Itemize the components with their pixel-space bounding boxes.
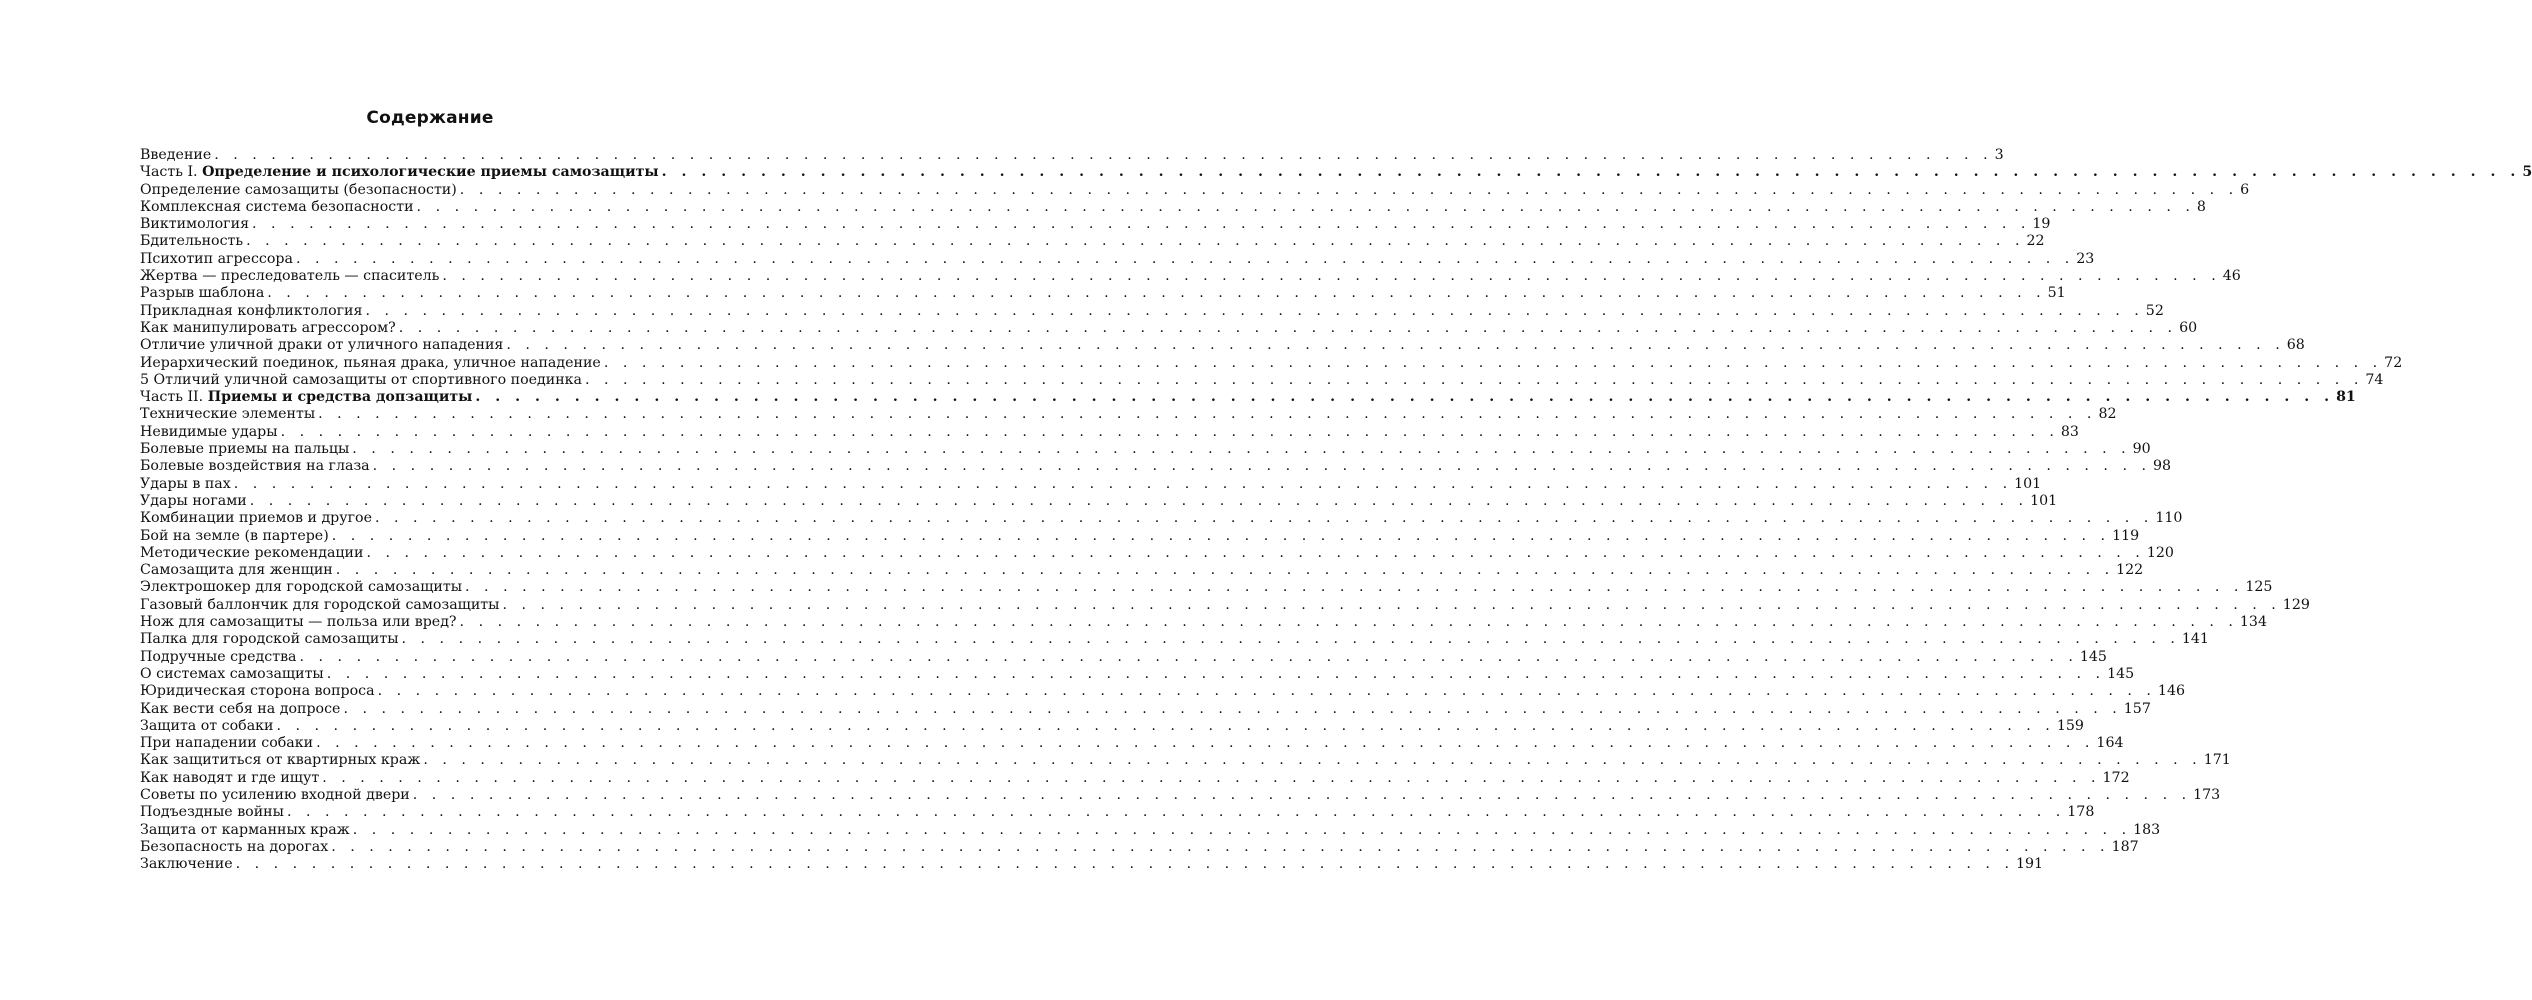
- toc-entry: [140, 423, 2079, 441]
- page-number: 129: [2282, 596, 2310, 613]
- toc-part-entry: [140, 164, 2532, 181]
- dot-leader: [316, 735, 2094, 752]
- page-number: 101: [2014, 475, 2042, 492]
- toc-entry: [140, 441, 2151, 458]
- page-number: 134: [2239, 614, 2267, 631]
- toc-entry: [140, 216, 2051, 233]
- dot-leader: [423, 752, 2201, 769]
- toc-entry: [140, 544, 2174, 562]
- part-title: Приемы и средства допзащиты: [207, 389, 473, 406]
- dot-leader: [214, 147, 1992, 164]
- dot-leader: [336, 562, 2114, 579]
- toc-entry: [140, 821, 2161, 839]
- page-number: 6: [2240, 181, 2250, 198]
- toc-entry: [140, 371, 2384, 389]
- entry-label: Электрошокер для городской самозащиты: [140, 579, 463, 596]
- dot-leader: [236, 856, 2014, 873]
- toc-entry: [140, 198, 2206, 216]
- dot-leader: [402, 631, 2180, 648]
- entry-label: Нож для самозащиты — польза или вред?: [140, 614, 457, 631]
- entry-label: Как защититься от квартирных краж: [140, 752, 421, 769]
- toc-entry: [140, 804, 2095, 821]
- entry-label: Защита от карманных краж: [140, 821, 350, 838]
- toc-entry: [140, 337, 2305, 354]
- toc-entry: [140, 700, 2151, 718]
- dot-leader: [502, 597, 2280, 614]
- entry-label: Заключение: [140, 856, 233, 873]
- dot-leader: [465, 579, 2243, 596]
- page-number: 145: [2079, 648, 2107, 665]
- entry-label: Иерархический поединок, пьяная драка, уличное нападение: [140, 354, 601, 371]
- toc-entry: [140, 475, 2042, 493]
- entry-label: Юридическая сторона вопроса: [140, 683, 375, 700]
- dot-leader: [252, 216, 2030, 233]
- page-number: 122: [2116, 562, 2144, 579]
- page-number: 171: [2203, 752, 2231, 769]
- page-number: 74: [2365, 371, 2384, 388]
- page-number: 72: [2384, 354, 2403, 371]
- dot-leader: [506, 337, 2284, 354]
- dot-leader: [417, 199, 2195, 216]
- entry-label: Болевые воздействия на глаза: [140, 458, 370, 475]
- page-number: 19: [2032, 216, 2051, 233]
- dot-leader: [327, 666, 2105, 683]
- dot-leader: [352, 441, 2130, 458]
- page-number: 98: [2152, 458, 2172, 475]
- dot-leader: [281, 424, 2059, 441]
- toc-entry: [140, 735, 2124, 752]
- entry-label: Советы по усилению входной двери: [140, 786, 410, 803]
- page-number: 83: [2060, 423, 2079, 440]
- entry-label: Как вести себя на допросе: [140, 700, 341, 717]
- page-number: 164: [2096, 735, 2124, 752]
- entry-label: Бдительность: [140, 233, 244, 250]
- entry-label: О системах самозащиты: [140, 665, 324, 682]
- entry-label: Самозащита для женщин: [140, 562, 333, 579]
- entry-label: Безопасность на дорогах: [140, 838, 329, 855]
- entry-label: Удары ногами: [140, 492, 247, 509]
- entry-label: Газовый баллончик для городской самозащиты: [140, 596, 500, 613]
- toc-title: Содержание: [366, 108, 494, 128]
- entry-label: Подъездные войны: [140, 804, 284, 821]
- entry-label: Защита от собаки: [140, 717, 274, 734]
- toc-entry: [140, 752, 2231, 769]
- toc-entry: [140, 717, 2084, 735]
- toc-entry: [140, 492, 2058, 510]
- page-number: 81: [2336, 389, 2356, 406]
- page-number: 68: [2286, 337, 2305, 354]
- entry-label: [140, 164, 662, 181]
- toc-entry: [140, 527, 2140, 545]
- entry-label: Болевые приемы на пальцы: [140, 441, 350, 458]
- entry-label: Прикладная конфликтология: [140, 302, 363, 319]
- entry-label: Разрыв шаблона: [140, 285, 265, 302]
- dot-leader: [442, 268, 2220, 285]
- dot-leader: [365, 303, 2143, 320]
- dot-leader: [300, 649, 2078, 666]
- dot-leader: [475, 389, 2334, 406]
- dot-leader: [318, 406, 2096, 423]
- page-number: 51: [2047, 285, 2066, 302]
- entry-label: Комплексная система безопасности: [140, 198, 414, 215]
- page-number: 3: [1994, 147, 2004, 163]
- toc-entry: [140, 596, 2310, 614]
- dot-leader: [375, 510, 2153, 527]
- page-number: 172: [2102, 769, 2130, 786]
- entry-label: Невидимые удары: [140, 423, 278, 440]
- part-prefix: Часть II.: [140, 389, 208, 406]
- dot-leader: [353, 822, 2131, 839]
- toc-entry: [140, 648, 2107, 666]
- entry-label: При нападении собаки: [140, 735, 314, 752]
- page-number: 173: [2193, 786, 2221, 803]
- entry-label: Удары в пах: [140, 475, 231, 492]
- entry-label: Как наводят и где ищут: [140, 769, 320, 786]
- page-number: 159: [2056, 717, 2084, 734]
- dot-leader: [267, 285, 2045, 302]
- page-number: 178: [2067, 804, 2095, 821]
- toc-entry: [140, 250, 2095, 268]
- toc-entry: [140, 147, 2004, 164]
- toc-entry: [140, 631, 2209, 648]
- dot-leader: [366, 545, 2144, 562]
- dot-leader: [373, 458, 2151, 475]
- toc-entry: [140, 354, 2403, 372]
- toc-entry: [140, 510, 2183, 527]
- entry-label: [140, 389, 475, 406]
- dot-leader: [250, 493, 2028, 510]
- dot-leader: [276, 718, 2054, 735]
- page-number: 119: [2112, 527, 2140, 544]
- toc-entry: [140, 233, 2045, 250]
- entry-label: Технические элементы: [140, 406, 316, 423]
- page-number: 187: [2111, 838, 2139, 855]
- dot-leader: [287, 804, 2065, 821]
- dot-leader: [585, 372, 2363, 389]
- entry-label: Введение: [140, 147, 212, 163]
- page-number: 101: [2030, 492, 2058, 509]
- page-number: 125: [2245, 579, 2273, 596]
- toc-entry: [140, 683, 2186, 700]
- toc-entry: [140, 856, 2044, 873]
- entry-label: Палка для городской самозащиты: [140, 631, 399, 648]
- dot-leader: [343, 701, 2121, 718]
- dot-leader: [296, 251, 2074, 268]
- page-number: 120: [2146, 544, 2174, 561]
- toc-entry: [140, 579, 2273, 596]
- entry-label: Бой на земле (в партере): [140, 527, 329, 544]
- page-number: 157: [2123, 700, 2151, 717]
- entry-label: Подручные средства: [140, 648, 297, 665]
- part-prefix: Часть I.: [140, 164, 203, 181]
- page-number: 82: [2098, 406, 2117, 423]
- page-number: 22: [2026, 233, 2045, 250]
- toc-entry: [140, 268, 2241, 285]
- entry-label: Виктимология: [140, 216, 250, 233]
- dot-leader: [399, 320, 2177, 337]
- toc-entry: [140, 769, 2130, 787]
- entry-label: Комбинации приемов и другое: [140, 510, 372, 527]
- page-number: 191: [2015, 856, 2044, 873]
- entry-label: Определение самозащиты (безопасности): [140, 181, 457, 198]
- entry-label: Жертва — преследователь — спаситель: [140, 268, 440, 285]
- toc-entry: [140, 838, 2139, 856]
- dot-leader: [378, 683, 2156, 700]
- toc-entry: [140, 614, 2267, 631]
- dot-leader: [332, 528, 2110, 545]
- dot-leader: [413, 787, 2191, 804]
- entry-label: 5 Отличий уличной самозащиты от спортивного поединка: [140, 371, 582, 388]
- page-number: 183: [2133, 821, 2161, 838]
- toc-entry: [140, 319, 2198, 337]
- entry-label: Психотип агрессора: [140, 250, 293, 267]
- toc-entry: [140, 302, 2164, 320]
- dot-leader: [331, 839, 2109, 856]
- page-number: 60: [2179, 319, 2198, 336]
- dot-leader: [604, 355, 2382, 372]
- page-number: 46: [2222, 268, 2241, 285]
- dot-leader: [246, 233, 2024, 250]
- dot-leader: [322, 770, 2100, 787]
- toc-part-entry: [140, 389, 2356, 406]
- table-of-contents: [140, 147, 2532, 873]
- entry-label: Методические рекомендации: [140, 544, 364, 561]
- page-number: 52: [2145, 302, 2164, 319]
- toc-entry: [140, 458, 2172, 475]
- part-title: Определение и психологические приемы самозащиты: [202, 164, 659, 181]
- entry-label: Как манипулировать агрессором?: [140, 319, 396, 336]
- page-number: 146: [2157, 683, 2186, 700]
- toc-entry: [140, 181, 2250, 199]
- toc-entry: [140, 285, 2066, 302]
- toc-entry: [140, 786, 2221, 804]
- toc-entry: [140, 665, 2135, 683]
- dot-leader: [460, 182, 2238, 199]
- toc-entry: [140, 562, 2144, 579]
- page-number: 8: [2196, 198, 2206, 215]
- page-number: 90: [2132, 441, 2151, 458]
- page-number: 23: [2076, 250, 2095, 267]
- page-number: 141: [2181, 631, 2209, 648]
- toc-entry: [140, 406, 2117, 423]
- dot-leader: [662, 164, 2521, 181]
- dot-leader: [234, 476, 2012, 493]
- dot-leader: [460, 614, 2238, 631]
- page-number: 110: [2155, 510, 2183, 527]
- entry-label: Отличие уличной драки от уличного нападения: [140, 337, 504, 354]
- page-number: 145: [2107, 665, 2135, 682]
- page-number: 5: [2522, 164, 2532, 181]
